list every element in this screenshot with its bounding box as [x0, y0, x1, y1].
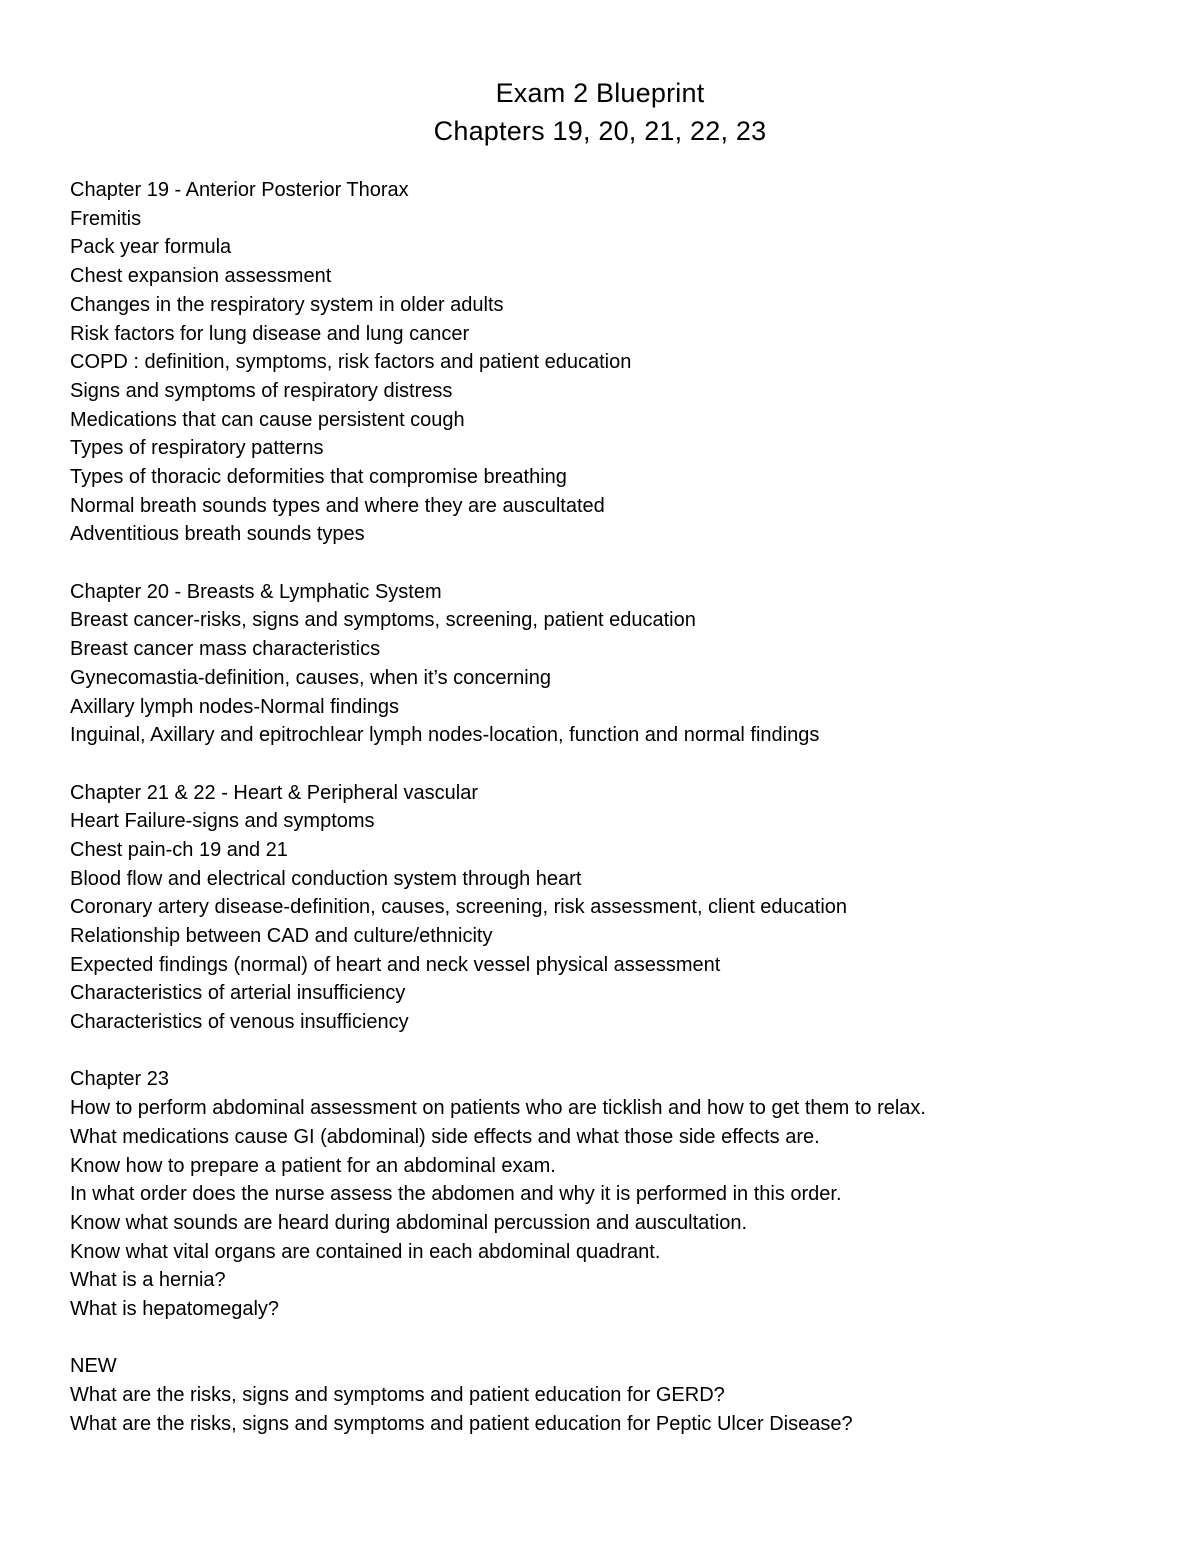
- list-item: Normal breath sounds types and where they are auscultated: [70, 494, 605, 517]
- list-item: What are the risks, signs and symptoms and patient education for GERD?: [70, 1384, 725, 1407]
- list-item: Know how to prepare a patient for an abdominal exam.: [70, 1154, 556, 1177]
- list-item: Breast cancer mass characteristics: [70, 638, 381, 661]
- list-item: Blood flow and electrical conduction system through heart: [70, 867, 582, 890]
- document-header: [0, 74, 1200, 150]
- section-heading: Chapter 23: [70, 1068, 169, 1091]
- list-item: Inguinal, Axillary and epitrochlear lymph nodes-location, function and normal findings: [70, 724, 820, 747]
- list-item: Changes in the respiratory system in older adults: [70, 293, 504, 316]
- list-item: What medications cause GI (abdominal) side effects and what those side effects are.: [70, 1125, 820, 1148]
- list-item: What is hepatomegaly?: [70, 1298, 280, 1321]
- list-item: Know what sounds are heard during abdominal percussion and auscultation.: [70, 1211, 748, 1234]
- list-item: Medications that can cause persistent cough: [70, 408, 465, 431]
- list-item: COPD : definition, symptoms, risk factors and patient education: [70, 351, 632, 374]
- list-item: In what order does the nurse assess the abdomen and why it is performed in this order.: [70, 1183, 842, 1206]
- list-item: Chest expansion assessment: [70, 265, 332, 288]
- section-chapter-19: [70, 176, 1170, 549]
- section-heading: Chapter 21 & 22 - Heart & Peripheral vascular: [70, 781, 478, 804]
- list-item: What is a hernia?: [70, 1269, 226, 1292]
- section-chapter-20: [70, 578, 1170, 750]
- document-subtitle: Chapters 19, 20, 21, 22, 23: [433, 116, 767, 146]
- list-item: Chest pain-ch 19 and 21: [70, 838, 288, 861]
- list-item: Know what vital organs are contained in each abdominal quadrant.: [70, 1240, 661, 1263]
- section-chapter-23: [70, 1065, 1170, 1323]
- list-item: Relationship between CAD and culture/ethnicity: [70, 925, 493, 948]
- list-item: Heart Failure-signs and symptoms: [70, 810, 375, 833]
- list-item: Gynecomastia-definition, causes, when it’s concerning: [70, 666, 551, 689]
- list-item: Breast cancer-risks, signs and symptoms, screening, patient education: [70, 609, 696, 632]
- list-item: Axillary lymph nodes-Normal findings: [70, 695, 400, 718]
- list-item: Signs and symptoms of respiratory distress: [70, 379, 453, 402]
- list-item: Adventitious breath sounds types: [70, 523, 365, 546]
- section-chapter-21-22: [70, 779, 1170, 1037]
- document-body: [70, 176, 1170, 1467]
- section-heading: NEW: [70, 1355, 117, 1378]
- document-title: Exam 2 Blueprint: [495, 78, 705, 108]
- list-item: Types of thoracic deformities that compromise breathing: [70, 466, 567, 489]
- list-item: Pack year formula: [70, 236, 232, 259]
- section-new: [70, 1352, 1170, 1438]
- list-item: Characteristics of arterial insufficiency: [70, 982, 406, 1005]
- section-heading: Chapter 19 - Anterior Posterior Thorax: [70, 179, 409, 201]
- list-item: What are the risks, signs and symptoms and patient education for Peptic Ulcer Disease?: [70, 1412, 853, 1435]
- list-item: Types of respiratory patterns: [70, 437, 324, 460]
- list-item: Characteristics of venous insufficiency: [70, 1011, 409, 1034]
- list-item: Coronary artery disease-definition, causes, screening, risk assessment, client education: [70, 896, 848, 919]
- list-item: Fremitis: [70, 207, 142, 230]
- list-item: Risk factors for lung disease and lung cancer: [70, 322, 470, 345]
- list-item: How to perform abdominal assessment on patients who are ticklish and how to get them to relax.: [70, 1097, 926, 1120]
- list-item: Expected findings (normal) of heart and neck vessel physical assessment: [70, 953, 721, 976]
- section-heading: Chapter 20 - Breasts & Lymphatic System: [70, 580, 442, 603]
